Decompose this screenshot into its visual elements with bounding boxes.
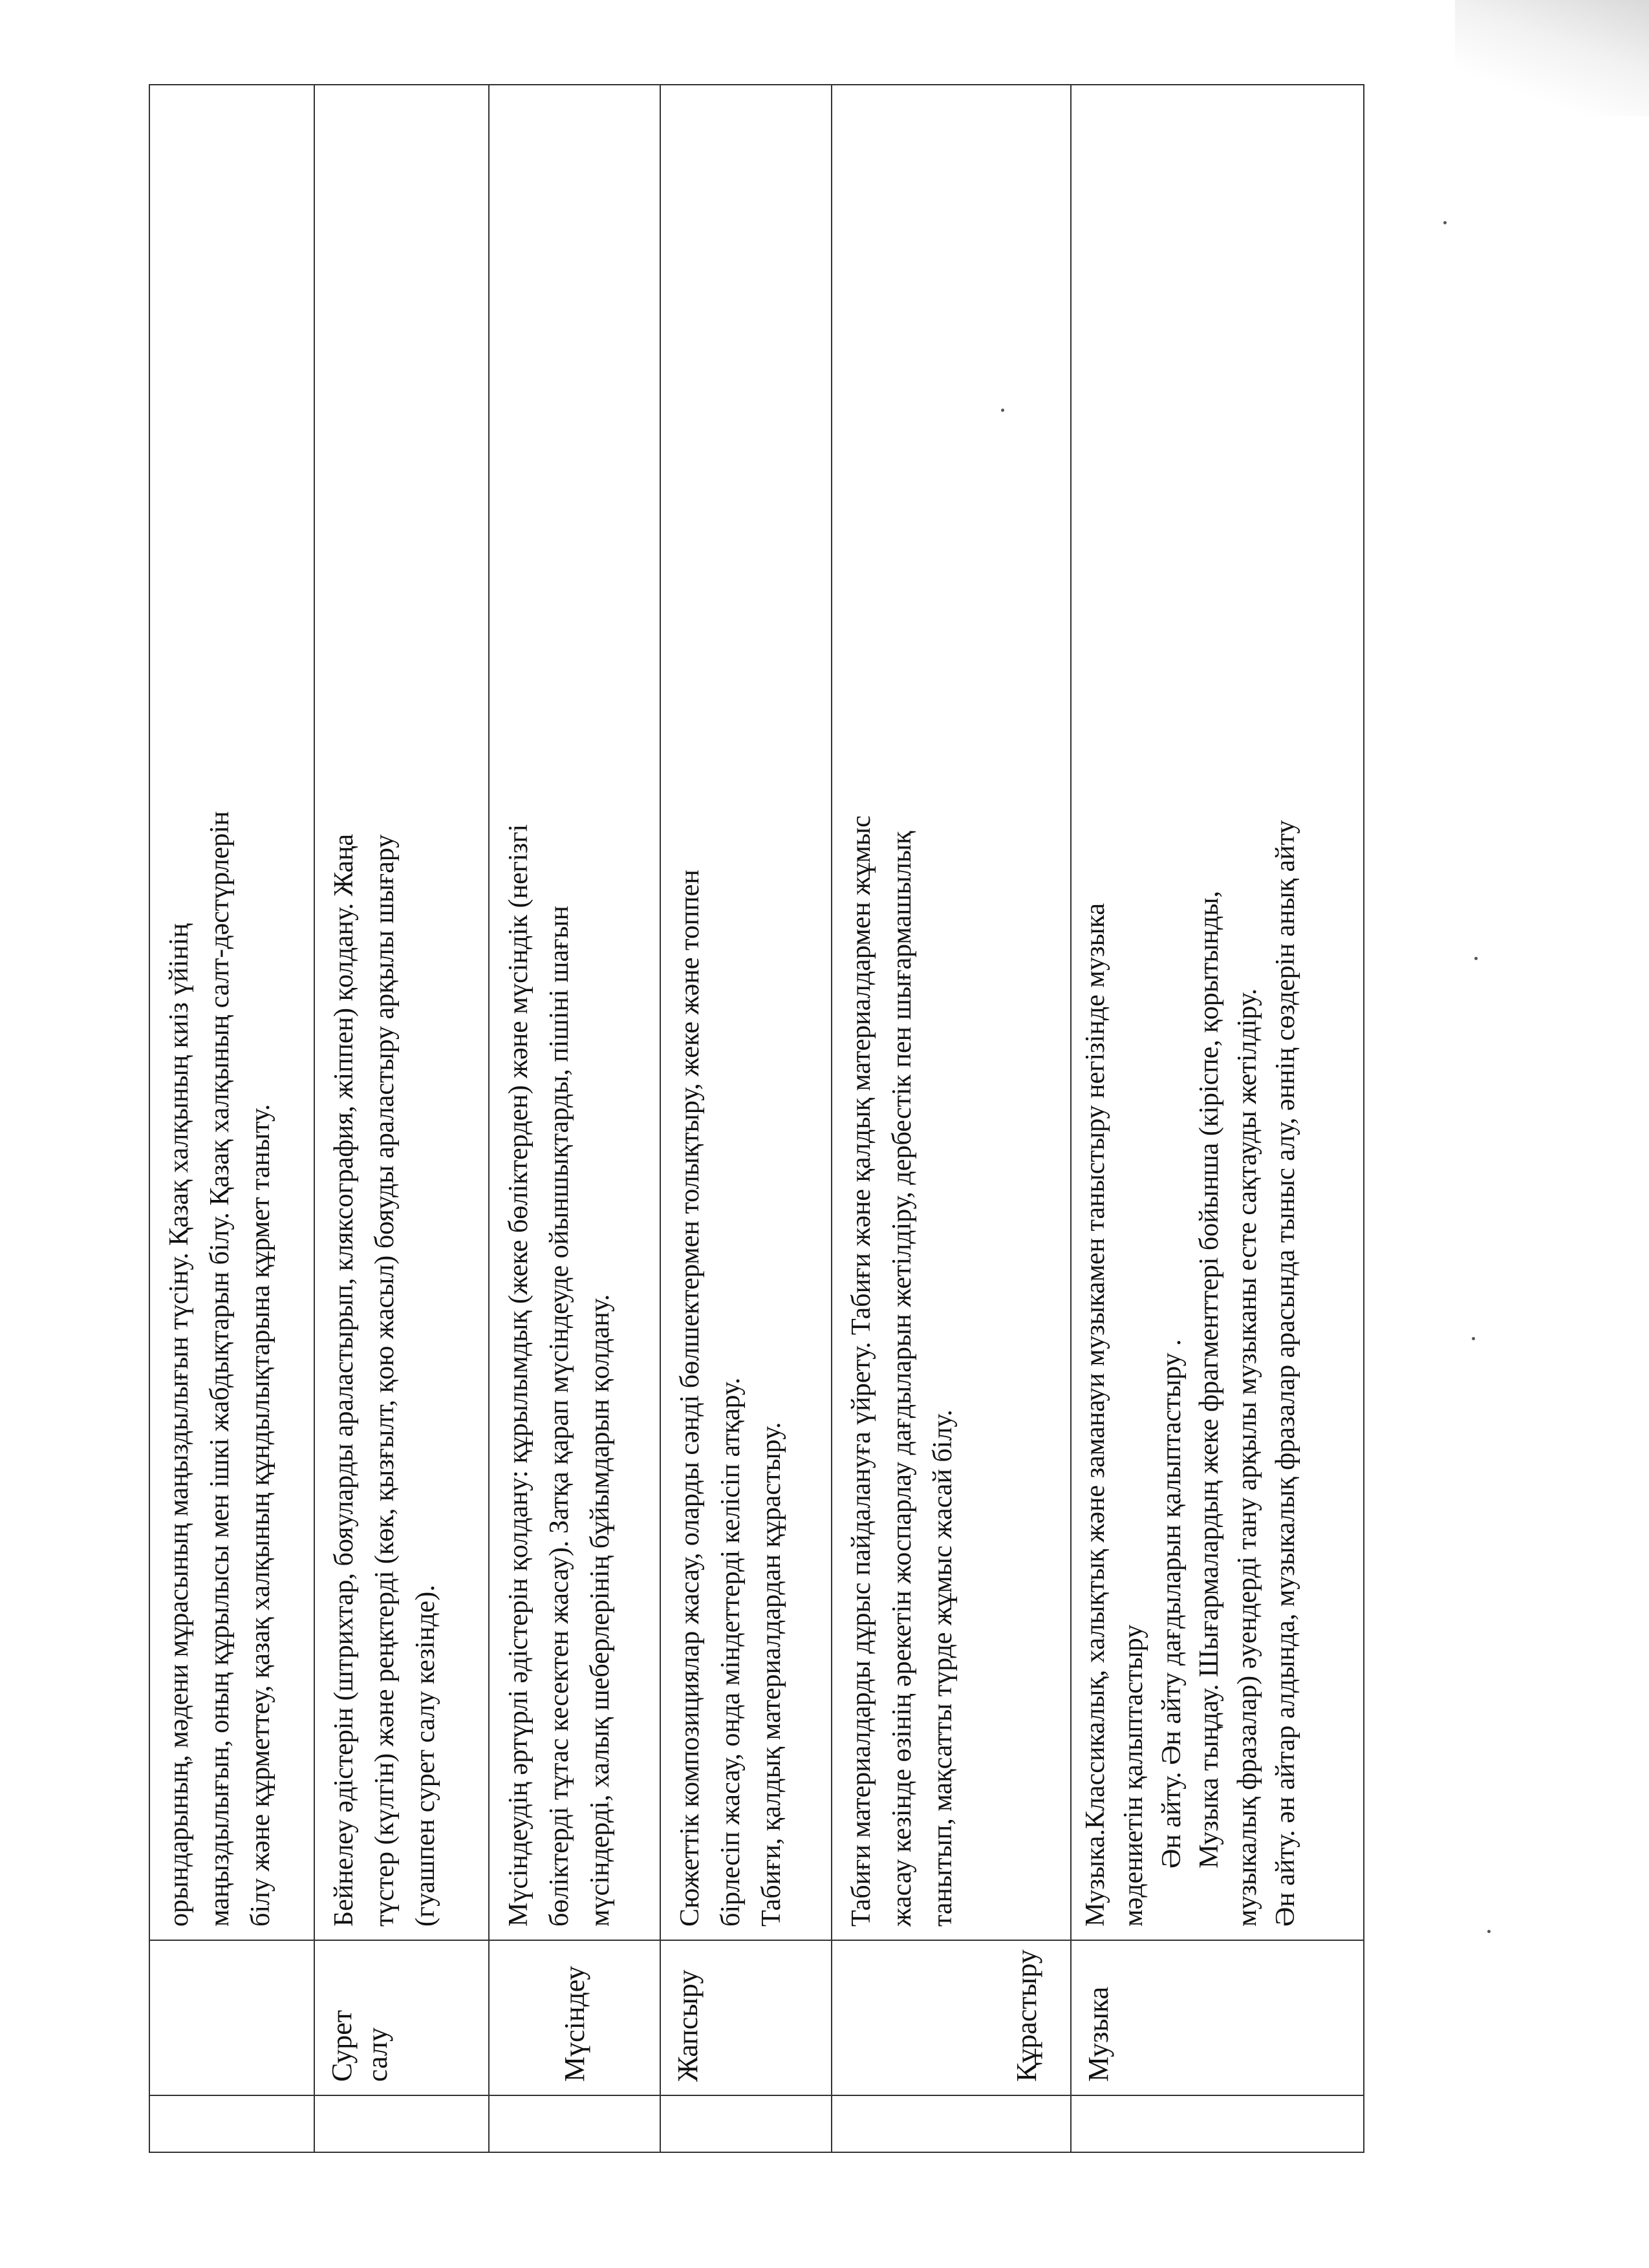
table-row — [314, 85, 489, 2152]
table-row — [489, 85, 660, 2152]
subject-cell: Жапсыру — [660, 1940, 832, 2095]
content-line: мәдениетін қалыптастыру — [1118, 1624, 1148, 1927]
subject-cell: Сурет салу — [314, 1940, 489, 2095]
number-cell — [1071, 2095, 1364, 2152]
subject-cell — [149, 1940, 314, 2095]
content-line: Музыка.Классикалық, халықтық және заманауи музыкамен таныстыру негізінде музыка — [1081, 903, 1110, 1927]
subject-cell: Мүсіндеу — [489, 1940, 660, 2095]
content-cell — [314, 85, 489, 1940]
content-line: маңыздылығын, оның құрылысы мен ішкі жабдықтарын білу. Қазақ халқының салт-дәстүрлерін — [205, 811, 235, 1927]
number-cell — [314, 2095, 489, 2152]
content-line: жасау кезінде өзінің әрекетін жоспарлау дағдыларын жетілдіру, дербестік пен шығармашылық — [887, 831, 917, 1927]
content-line: Ән айту. Ән айту дағдыларын қалыптастыру . — [1156, 1339, 1187, 1868]
content-line: Табиғи материалдарды дұрыс пайдалануға үйрету. Табиғи және қалдық материалдармен жұмыс — [846, 815, 876, 1927]
content-line: Табиғи, қалдық материалдардан құрастыру. — [757, 1422, 786, 1927]
content-cell — [1071, 85, 1364, 1940]
content-cell — [489, 85, 660, 1940]
scan-speck — [1474, 957, 1478, 960]
number-cell — [832, 2095, 1071, 2152]
content-line: Музыка тыңдау. Шығармалардың жеке фрагменттері бойынша (кіріспе, қорытынды, — [1194, 890, 1225, 1868]
table-row — [660, 85, 832, 2152]
content-line: Сюжеттік композициялар жасау, оларды сәнді бөлшектермен толықтыру, жеке және топпен — [675, 870, 705, 1927]
number-cell — [489, 2095, 660, 2152]
number-cell — [149, 2095, 314, 2152]
subject-cell: Құрастыру — [832, 1940, 1071, 2095]
content-cell — [832, 85, 1071, 1940]
content-line: Мүсіндеудің әртүрлі әдістерін қолдану: құрылымдық (жеке бөліктерден) және мүсіндік (негізгі — [504, 824, 534, 1927]
content-cell — [660, 85, 832, 1940]
scan-speck — [1443, 221, 1447, 224]
content-line: (гуашпен сурет салу кезінде). — [411, 1585, 440, 1927]
content-line: орындарының, мәдени мұрасының маңыздылығын түсіну. Қазақ халқының киіз үйінің — [164, 923, 194, 1927]
table-row — [1071, 85, 1364, 2152]
table-row — [832, 85, 1071, 2152]
number-cell — [660, 2095, 832, 2152]
content-line: білу және құрметтеу, қазақ халқының құндылықтарына құрмет таныту. — [246, 1104, 275, 1927]
curriculum-table — [149, 84, 1364, 2153]
content-line: танытып, мақсатты түрде жұмыс жасай білу. — [928, 1409, 958, 1927]
content-line: Ән айту. ән айтар алдында, музыкалық фразалар арасында тыныс алу, әннің сөздерін анық айту — [1270, 820, 1300, 1927]
table-row — [149, 85, 314, 2152]
content-line: түстер (күлгін) және реңктерді (көк, қызғылт, қою жасыл) бояуды араластыру арқылы шығару — [370, 834, 400, 1927]
scan-speck — [1472, 1337, 1475, 1340]
scan-shadow — [1455, 0, 1649, 116]
content-line: бірлесіп жасау, онда міндеттерді келісіп атқару. — [716, 1377, 746, 1927]
content-line: бөліктерді тұтас кесектен жасау). Затқа қарап мүсіндеуде ойыншықтарды, пішіні шағын — [544, 906, 574, 1927]
content-line: Бейнелеу әдістерін (штрихтар, бояуларды араластырып, кляксография, жіппен) қолдану. Жаңа — [329, 833, 359, 1927]
subject-cell: Музыка — [1071, 1940, 1364, 2095]
content-line: мүсіндерді, халық шеберлерінің бұйымдарын қолдану. — [585, 1294, 615, 1927]
content-cell — [149, 85, 314, 1940]
content-line: музыкалық фразалар) әуендерді тану арқылы музыканы есте сақтауды жетілдіру. — [1233, 988, 1263, 1927]
scan-speck — [1487, 1930, 1491, 1933]
